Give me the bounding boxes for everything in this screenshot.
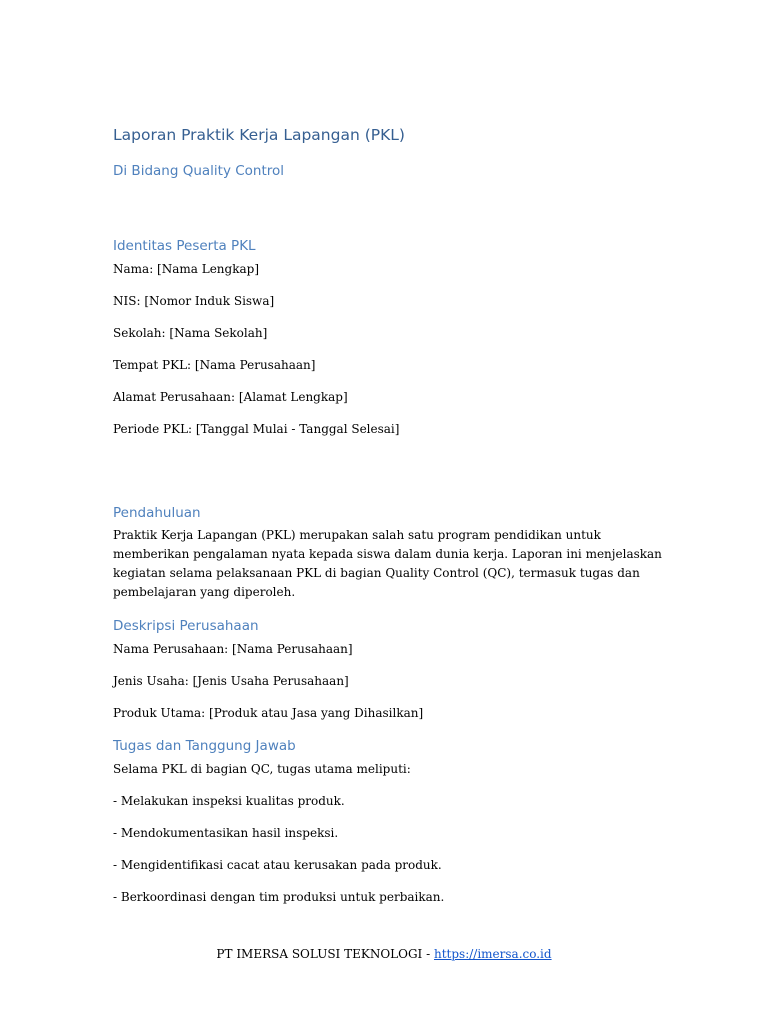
field-tempat-pkl: Tempat PKL: [Nama Perusahaan] (113, 358, 316, 372)
field-nis: NIS: [Nomor Induk Siswa] (113, 294, 275, 308)
tugas-item: - Mendokumentasikan hasil inspeksi. (113, 826, 339, 840)
section-heading-identitas: Identitas Peserta PKL (113, 238, 256, 254)
field-nama: Nama: [Nama Lengkap] (113, 262, 259, 276)
document-subtitle: Di Bidang Quality Control (113, 163, 285, 179)
footer-company: PT IMERSA SOLUSI TEKNOLOGI - (216, 947, 434, 961)
tugas-item: - Mengidentifikasi cacat atau kerusakan pada produk. (113, 858, 442, 872)
paragraph-line: memberikan pengalaman nyata kepada siswa dalam dunia kerja. Laporan ini menjelaskan (113, 547, 662, 561)
field-jenis-usaha: Jenis Usaha: [Jenis Usaha Perusahaan] (113, 674, 349, 688)
pendahuluan-paragraph (113, 526, 662, 602)
field-periode-pkl: Periode PKL: [Tanggal Mulai - Tanggal Selesai] (113, 422, 400, 436)
page-footer (0, 945, 768, 964)
tugas-item: - Melakukan inspeksi kualitas produk. (113, 794, 345, 808)
paragraph-line: pembelajaran yang diperoleh. (113, 585, 296, 599)
field-alamat-perusahaan: Alamat Perusahaan: [Alamat Lengkap] (113, 390, 348, 404)
paragraph-line: Praktik Kerja Lapangan (PKL) merupakan salah satu program pendidikan untuk (113, 528, 601, 542)
section-heading-tugas: Tugas dan Tanggung Jawab (113, 738, 296, 754)
footer-website-link[interactable]: https://imersa.co.id (433, 947, 552, 961)
field-produk-utama: Produk Utama: [Produk atau Jasa yang Dihasilkan] (113, 706, 424, 720)
document-title: Laporan Praktik Kerja Lapangan (PKL) (113, 126, 405, 144)
paragraph-line: kegiatan selama pelaksanaan PKL di bagian Quality Control (QC), termasuk tugas dan (113, 566, 640, 580)
section-heading-pendahuluan: Pendahuluan (113, 505, 201, 521)
field-nama-perusahaan: Nama Perusahaan: [Nama Perusahaan] (113, 642, 353, 656)
section-heading-deskripsi: Deskripsi Perusahaan (113, 618, 259, 634)
tugas-intro: Selama PKL di bagian QC, tugas utama meliputi: (113, 762, 411, 776)
tugas-item: - Berkoordinasi dengan tim produksi untuk perbaikan. (113, 890, 445, 904)
field-sekolah: Sekolah: [Nama Sekolah] (113, 326, 268, 340)
